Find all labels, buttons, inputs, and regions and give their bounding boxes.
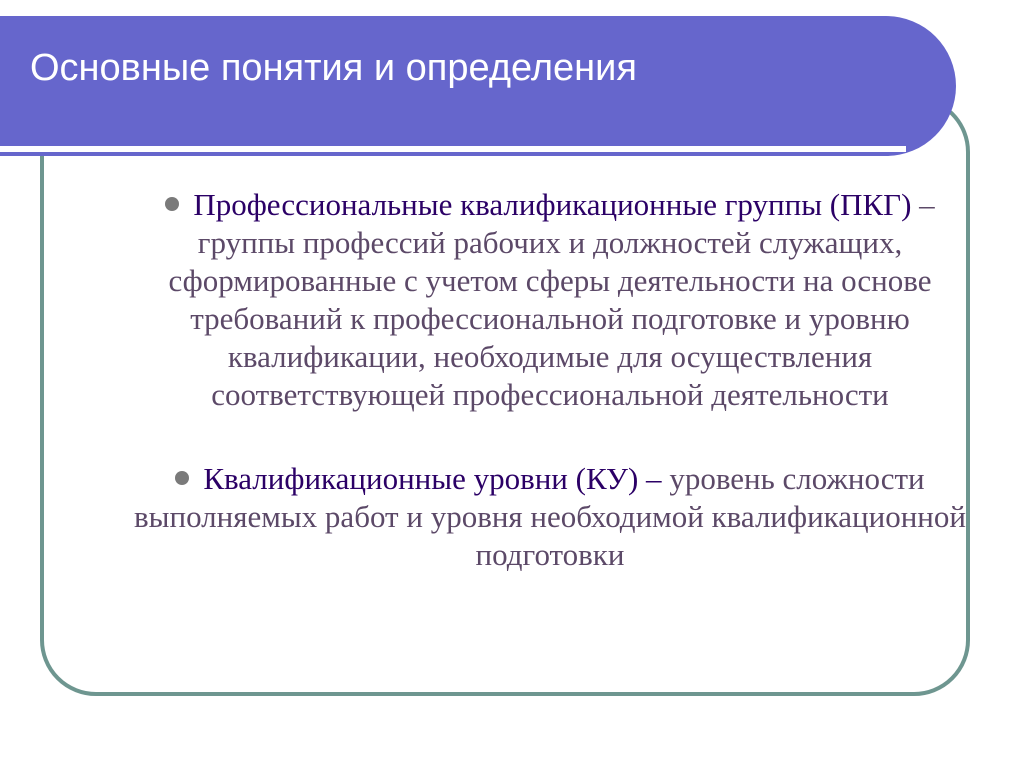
title-bar bbox=[0, 16, 956, 156]
bullet-dot-icon bbox=[175, 471, 189, 485]
bullet-list bbox=[120, 186, 980, 574]
slide-title: Основные понятия и определения bbox=[30, 47, 637, 89]
definition-ku: уровень сложности выполняемых работ и уровня необходимой квалификационной подготовки bbox=[134, 461, 966, 572]
term-ku: Квалификационные уровни (КУ) – bbox=[203, 461, 662, 496]
bullet-dot-icon bbox=[165, 197, 179, 211]
definition-pkg: – группы профессий рабочих и должностей служащих, сформированные с учетом сферы деятельности на основе требований к профессиональной подготовке и уровню квалификации, необходимые для осуществления соответствующей профессиональной деятельности bbox=[168, 187, 935, 412]
term-pkg: Профессиональные квалификационные группы (ПКГ) bbox=[193, 187, 912, 222]
title-underline bbox=[0, 146, 906, 152]
bullet-item-pkg bbox=[120, 186, 980, 414]
bullet-item-ku bbox=[120, 460, 980, 574]
